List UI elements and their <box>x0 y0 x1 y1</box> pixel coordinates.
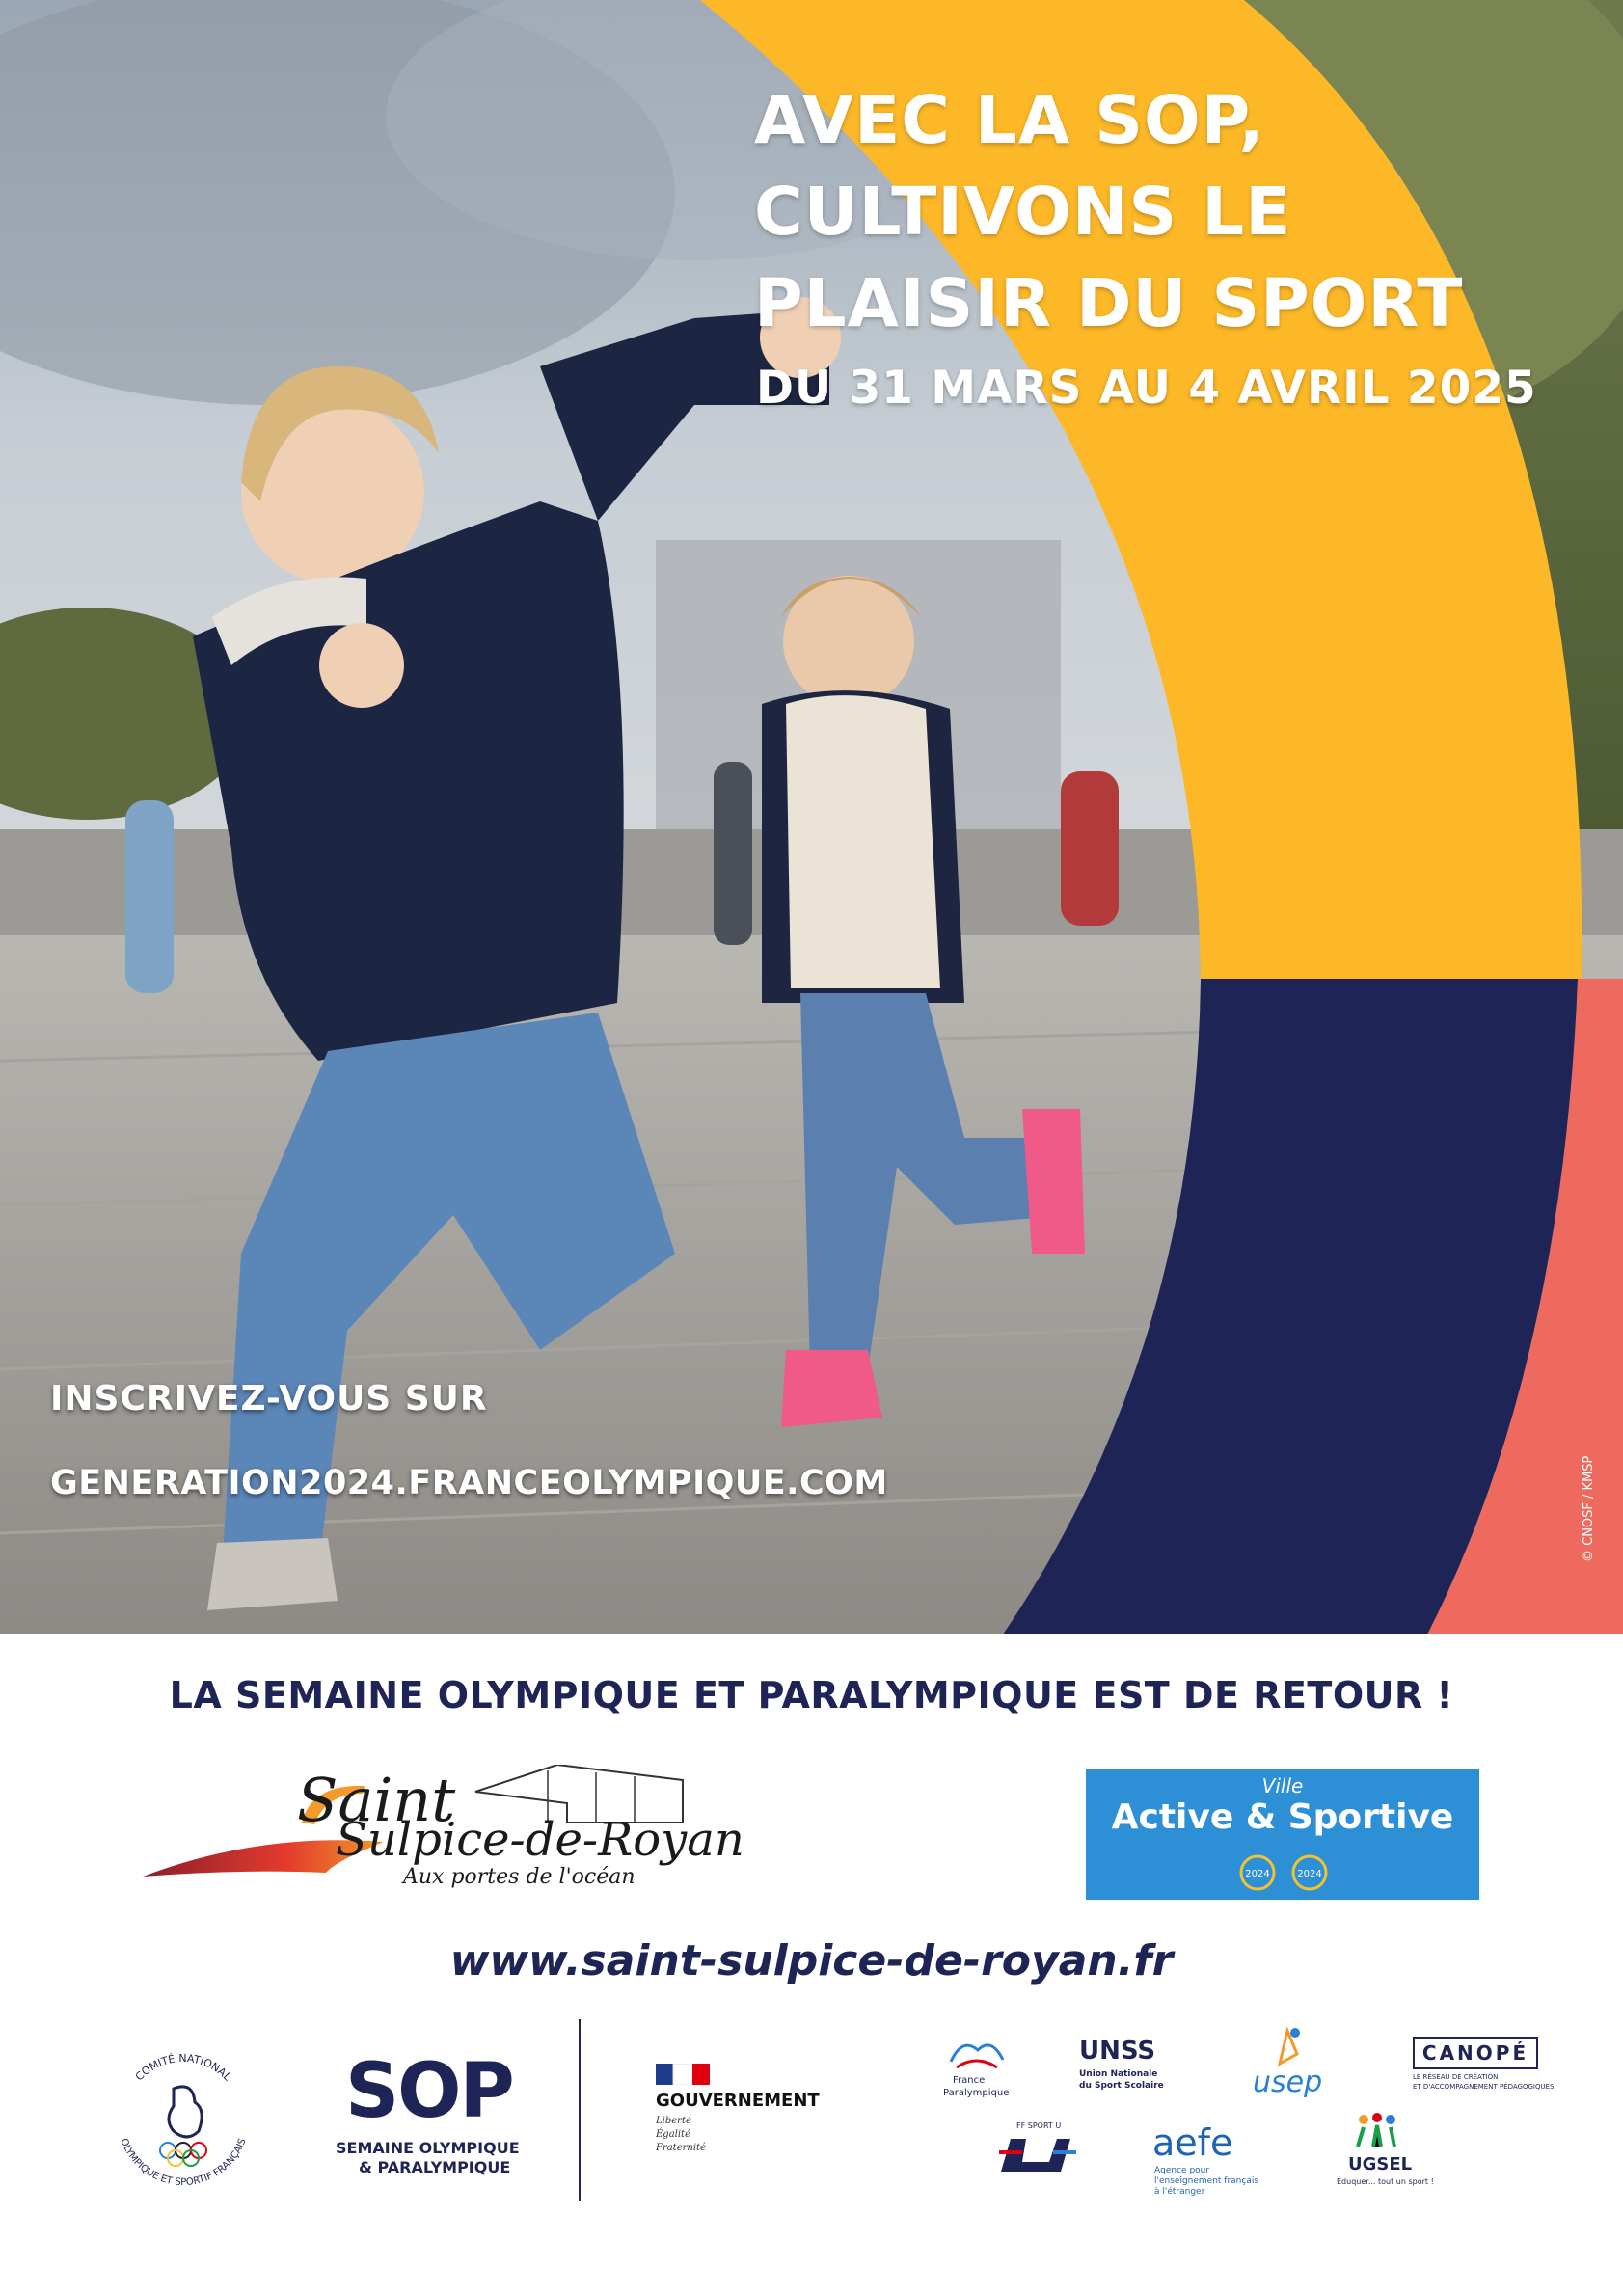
aefe-line-1: Agence pour <box>1154 2166 1210 2175</box>
headline-line-2: CULTIVONS LE <box>754 174 1292 251</box>
canope-name: CANOPÉ <box>1413 2037 1538 2069</box>
usep-figure-icon <box>1258 2025 1316 2067</box>
town-logo-tagline: Aux portes de l'océan <box>403 1865 636 1889</box>
headline-line-1: AVEC LA SOP, <box>754 82 1265 159</box>
vas-year-2: 2024 <box>1297 1869 1322 1879</box>
website-link[interactable]: www.saint-sulpice-de-royan.fr <box>449 1936 1174 1985</box>
marianne-flag-icon <box>656 2064 710 2085</box>
ffsu-u-icon <box>993 2133 1080 2181</box>
sop-logo <box>328 2048 530 2183</box>
unss-line-1: Union Nationale <box>1079 2069 1158 2079</box>
partner-divider <box>579 2019 581 2201</box>
cnosf-text-bottom: OLYMPIQUE ET SPORTIF FRANÇAIS <box>118 2137 249 2188</box>
event-dates: DU 31 MARS AU 4 AVRIL 2025 <box>756 362 1537 415</box>
ugsel-figures-icon <box>1352 2112 1400 2150</box>
aefe-line-3: à l'étranger <box>1154 2187 1205 2197</box>
unss-line-2: du Sport Scolaire <box>1079 2081 1164 2091</box>
unss-logo <box>1075 2037 1191 2104</box>
usep-logo <box>1239 2025 1336 2112</box>
headline <box>754 75 1545 350</box>
aefe-logo <box>1152 2121 1287 2199</box>
canope-logo <box>1413 2037 1557 2104</box>
usep-name: usep <box>1253 2066 1323 2099</box>
signup-label: INSCRIVEZ-VOUS SUR <box>50 1379 488 1418</box>
gouvernement-motto-1: Liberté <box>656 2116 691 2126</box>
cnosf-logo <box>106 2042 260 2197</box>
gouvernement-logo <box>656 2064 849 2170</box>
ugsel-name: UGSEL <box>1348 2154 1413 2174</box>
headline-line-3: PLAISIR DU SPORT <box>754 265 1464 342</box>
sop-logo-line-2: & PARALYMPIQUE <box>359 2158 511 2176</box>
signup-url[interactable]: GENERATION2024.FRANCEOLYMPIQUE.COM <box>50 1464 888 1502</box>
ville-active-sportive-logo <box>1086 1769 1479 1900</box>
ugsel-logo <box>1331 2112 1437 2199</box>
gouvernement-motto-2: Égalité <box>656 2129 690 2140</box>
town-logo <box>143 1765 744 1890</box>
aefe-line-2: l'enseignement français <box>1154 2176 1259 2186</box>
gouvernement-motto-3: Fraternité <box>656 2143 706 2153</box>
canope-line-1: LE RÉSEAU DE CRÉATION <box>1413 2073 1499 2081</box>
unss-name: UNSS <box>1079 2037 1156 2066</box>
ugsel-tagline: Éduquer... tout un sport ! <box>1337 2177 1434 2186</box>
france-paralympique-logo <box>926 2033 1032 2110</box>
gouvernement-title: GOUVERNEMENT <box>656 2091 820 2111</box>
photo-credit: © CNOSF / KMSP <box>1582 1455 1596 1562</box>
aefe-name: aefe <box>1152 2121 1233 2164</box>
laurel-badges-icon <box>1231 1853 1337 1892</box>
sop-logo-line-1: SEMAINE OLYMPIQUE <box>336 2139 520 2157</box>
vas-title: Active & Sportive <box>1111 1797 1454 1837</box>
town-logo-line-1: Saint <box>297 1765 456 1835</box>
vas-ville: Ville <box>1261 1774 1304 1797</box>
town-logo-line-2: Sulpice-de-Royan <box>336 1813 744 1867</box>
ffsu-name: FF SPORT U <box>1016 2121 1062 2130</box>
cnosf-text-top: COMITÉ NATIONAL <box>132 2051 234 2084</box>
sop-logo-mark: SOP <box>345 2048 513 2135</box>
vas-year-1: 2024 <box>1245 1869 1270 1879</box>
ffsu-logo <box>984 2121 1090 2189</box>
france-paralympique-line-1: France <box>953 2075 986 2086</box>
france-paralympique-icon <box>943 2033 1011 2075</box>
canope-line-2: ET D'ACCOMPAGNEMENT PÉDAGOGIQUES <box>1413 2083 1555 2091</box>
tagline: LA SEMAINE OLYMPIQUE ET PARALYMPIQUE EST DE RETOUR ! <box>169 1674 1454 1716</box>
cnosf-rooster-rings-icon <box>106 2042 260 2197</box>
france-paralympique-line-2: Paralympique <box>943 2088 1010 2098</box>
